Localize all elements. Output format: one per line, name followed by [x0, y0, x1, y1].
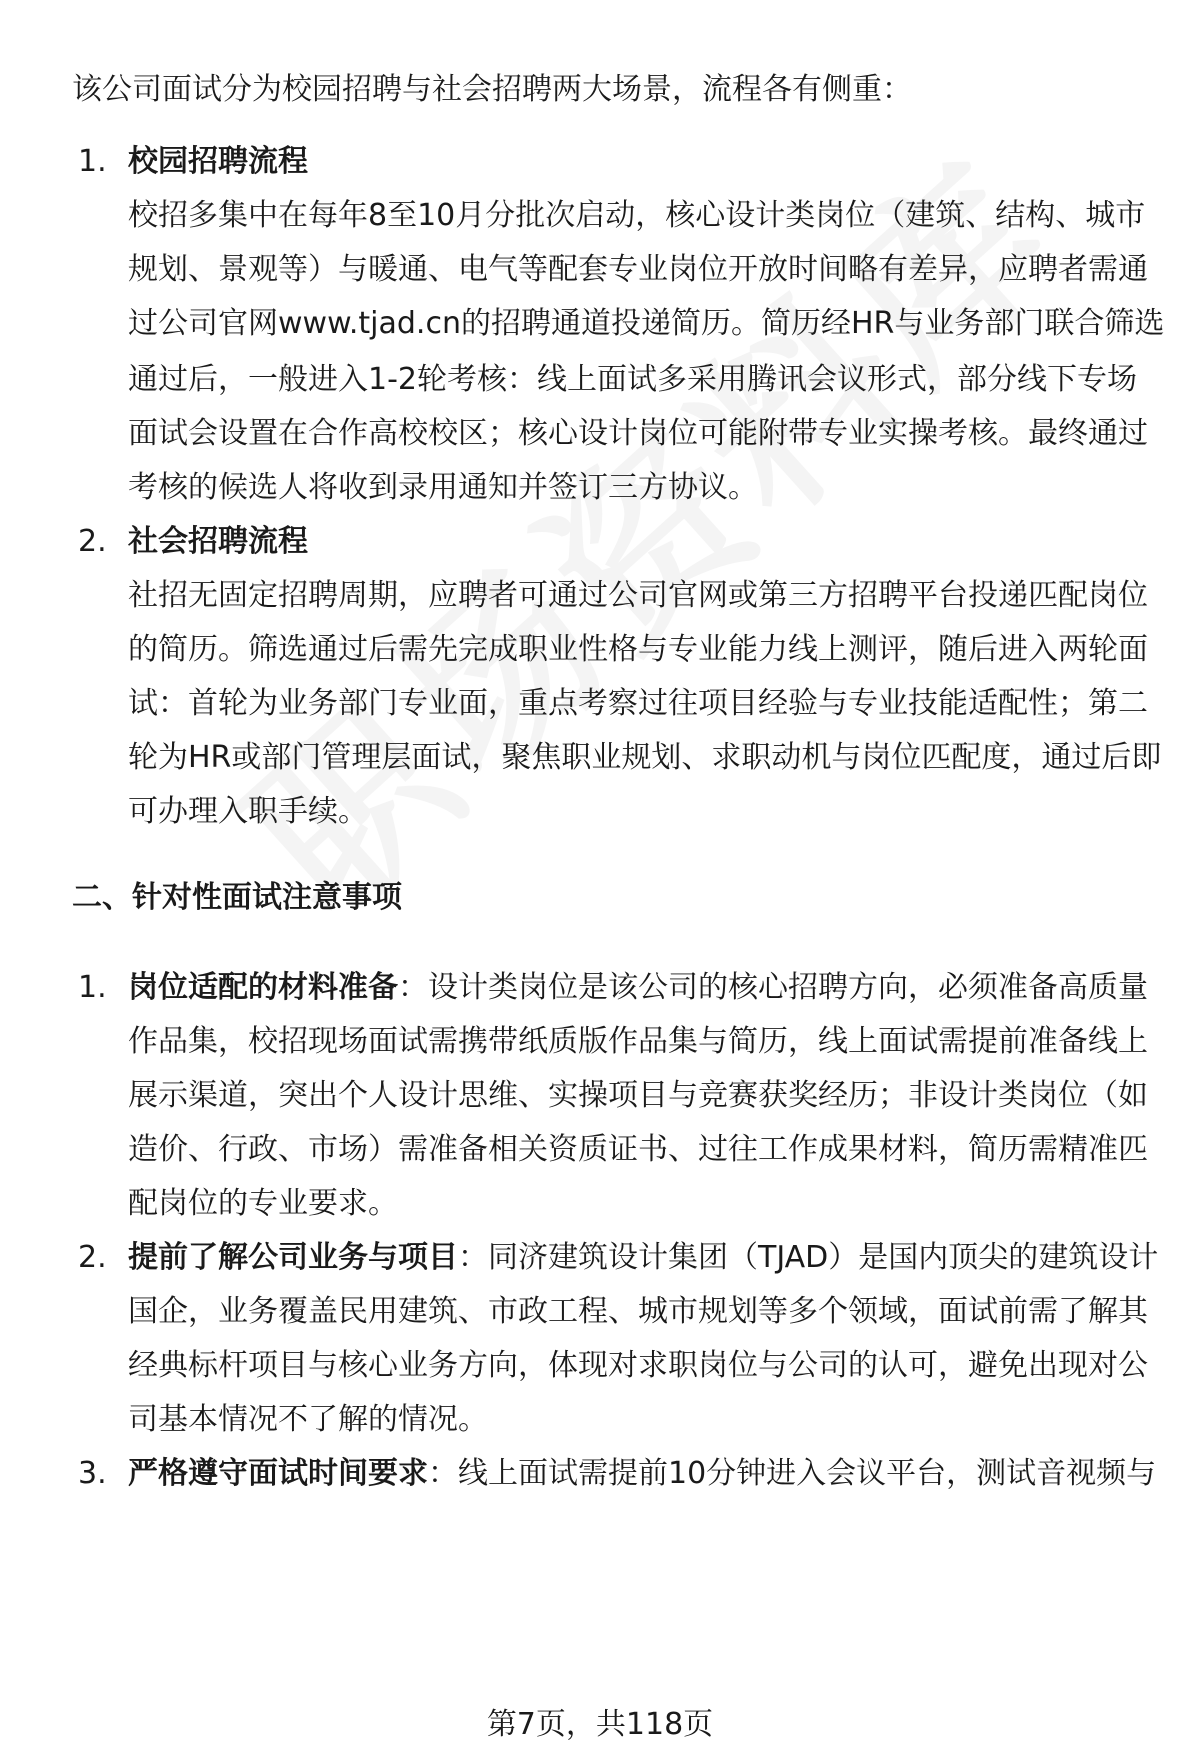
paragraph-line: 可办理入职手续。 [128, 794, 368, 829]
paragraph-line: 社招无固定招聘周期，应聘者可通过公司官网或第三方招聘平台投递匹配岗位 [128, 578, 1148, 613]
section-heading: 二、针对性面试注意事项 [72, 880, 402, 915]
list-item-bold-lead: 提前了解公司业务与项目 [128, 1240, 458, 1275]
paragraph-line: 作品集，校招现场面试需携带纸质版作品集与简历，线上面试需提前准备线上 [128, 1024, 1148, 1059]
list-item-text: ：同济建筑设计集团（TJAD）是国内顶尖的建筑设计 [458, 1240, 1159, 1275]
paragraph-line: 校招多集中在每年8至10月分批次启动，核心设计类岗位（建筑、结构、城市 [128, 198, 1146, 233]
paragraph-line: 造价、行政、市场）需准备相关资质证书、过往工作成果材料，简历需精准匹 [128, 1132, 1148, 1167]
paragraph-line: 展示渠道，突出个人设计思维、实操项目与竞赛获奖经历；非设计类岗位（如 [128, 1078, 1148, 1113]
paragraph-line: 配岗位的专业要求。 [128, 1186, 398, 1221]
list-item-number: 1. [78, 970, 107, 1005]
paragraph-line: 司基本情况不了解的情况。 [128, 1402, 488, 1437]
page-number-footer: 第7页，共118页 [486, 1707, 714, 1742]
intro-paragraph: 该公司面试分为校园招聘与社会招聘两大场景，流程各有侧重： [72, 72, 912, 107]
paragraph-line: 的简历。筛选通过后需先完成职业性格与专业能力线上测评，随后进入两轮面 [128, 632, 1148, 667]
list-item-text: ：线上面试需提前10分钟进入会议平台，测试音视频与 [428, 1456, 1157, 1491]
list-item-number: 1. [78, 144, 107, 179]
list-item-title: 校园招聘流程 [128, 144, 308, 179]
list-item-number: 2. [78, 1240, 107, 1275]
paragraph-line: 试：首轮为业务部门专业面，重点考察过往项目经验与专业技能适配性；第二 [128, 686, 1148, 721]
paragraph-line: 国企，业务覆盖民用建筑、市政工程、城市规划等多个领域，面试前需了解其 [128, 1294, 1148, 1329]
paragraph-line: 过公司官网www.tjad.cn的招聘通道投递简历。简历经HR与业务部门联合筛选 [128, 306, 1165, 341]
list-item-bold-lead: 岗位适配的材料准备 [128, 970, 398, 1005]
list-item-number: 3. [78, 1456, 107, 1491]
list-item-first-line [128, 1454, 1156, 1494]
paragraph-line: 规划、景观等）与暖通、电气等配套专业岗位开放时间略有差异，应聘者需通 [128, 252, 1148, 287]
paragraph-line: 通过后，一般进入1-2轮考核：线上面试多采用腾讯会议形式，部分线下专场 [128, 362, 1137, 397]
list-item-title: 社会招聘流程 [128, 524, 308, 559]
list-item-first-line [128, 968, 1148, 1008]
paragraph-line: 面试会设置在合作高校校区；核心设计岗位可能附带专业实操考核。最终通过 [128, 416, 1148, 451]
paragraph-line: 经典标杆项目与核心业务方向，体现对求职岗位与公司的认可，避免出现对公 [128, 1348, 1148, 1383]
list-item-first-line [128, 1238, 1158, 1278]
list-item-bold-lead: 严格遵守面试时间要求 [128, 1456, 428, 1491]
list-item-number: 2. [78, 524, 107, 559]
list-item-text: ：设计类岗位是该公司的核心招聘方向，必须准备高质量 [398, 970, 1148, 1005]
paragraph-line: 轮为HR或部门管理层面试，聚焦职业规划、求职动机与岗位匹配度，通过后即 [128, 740, 1162, 775]
paragraph-line: 考核的候选人将收到录用通知并签订三方协议。 [128, 470, 758, 505]
